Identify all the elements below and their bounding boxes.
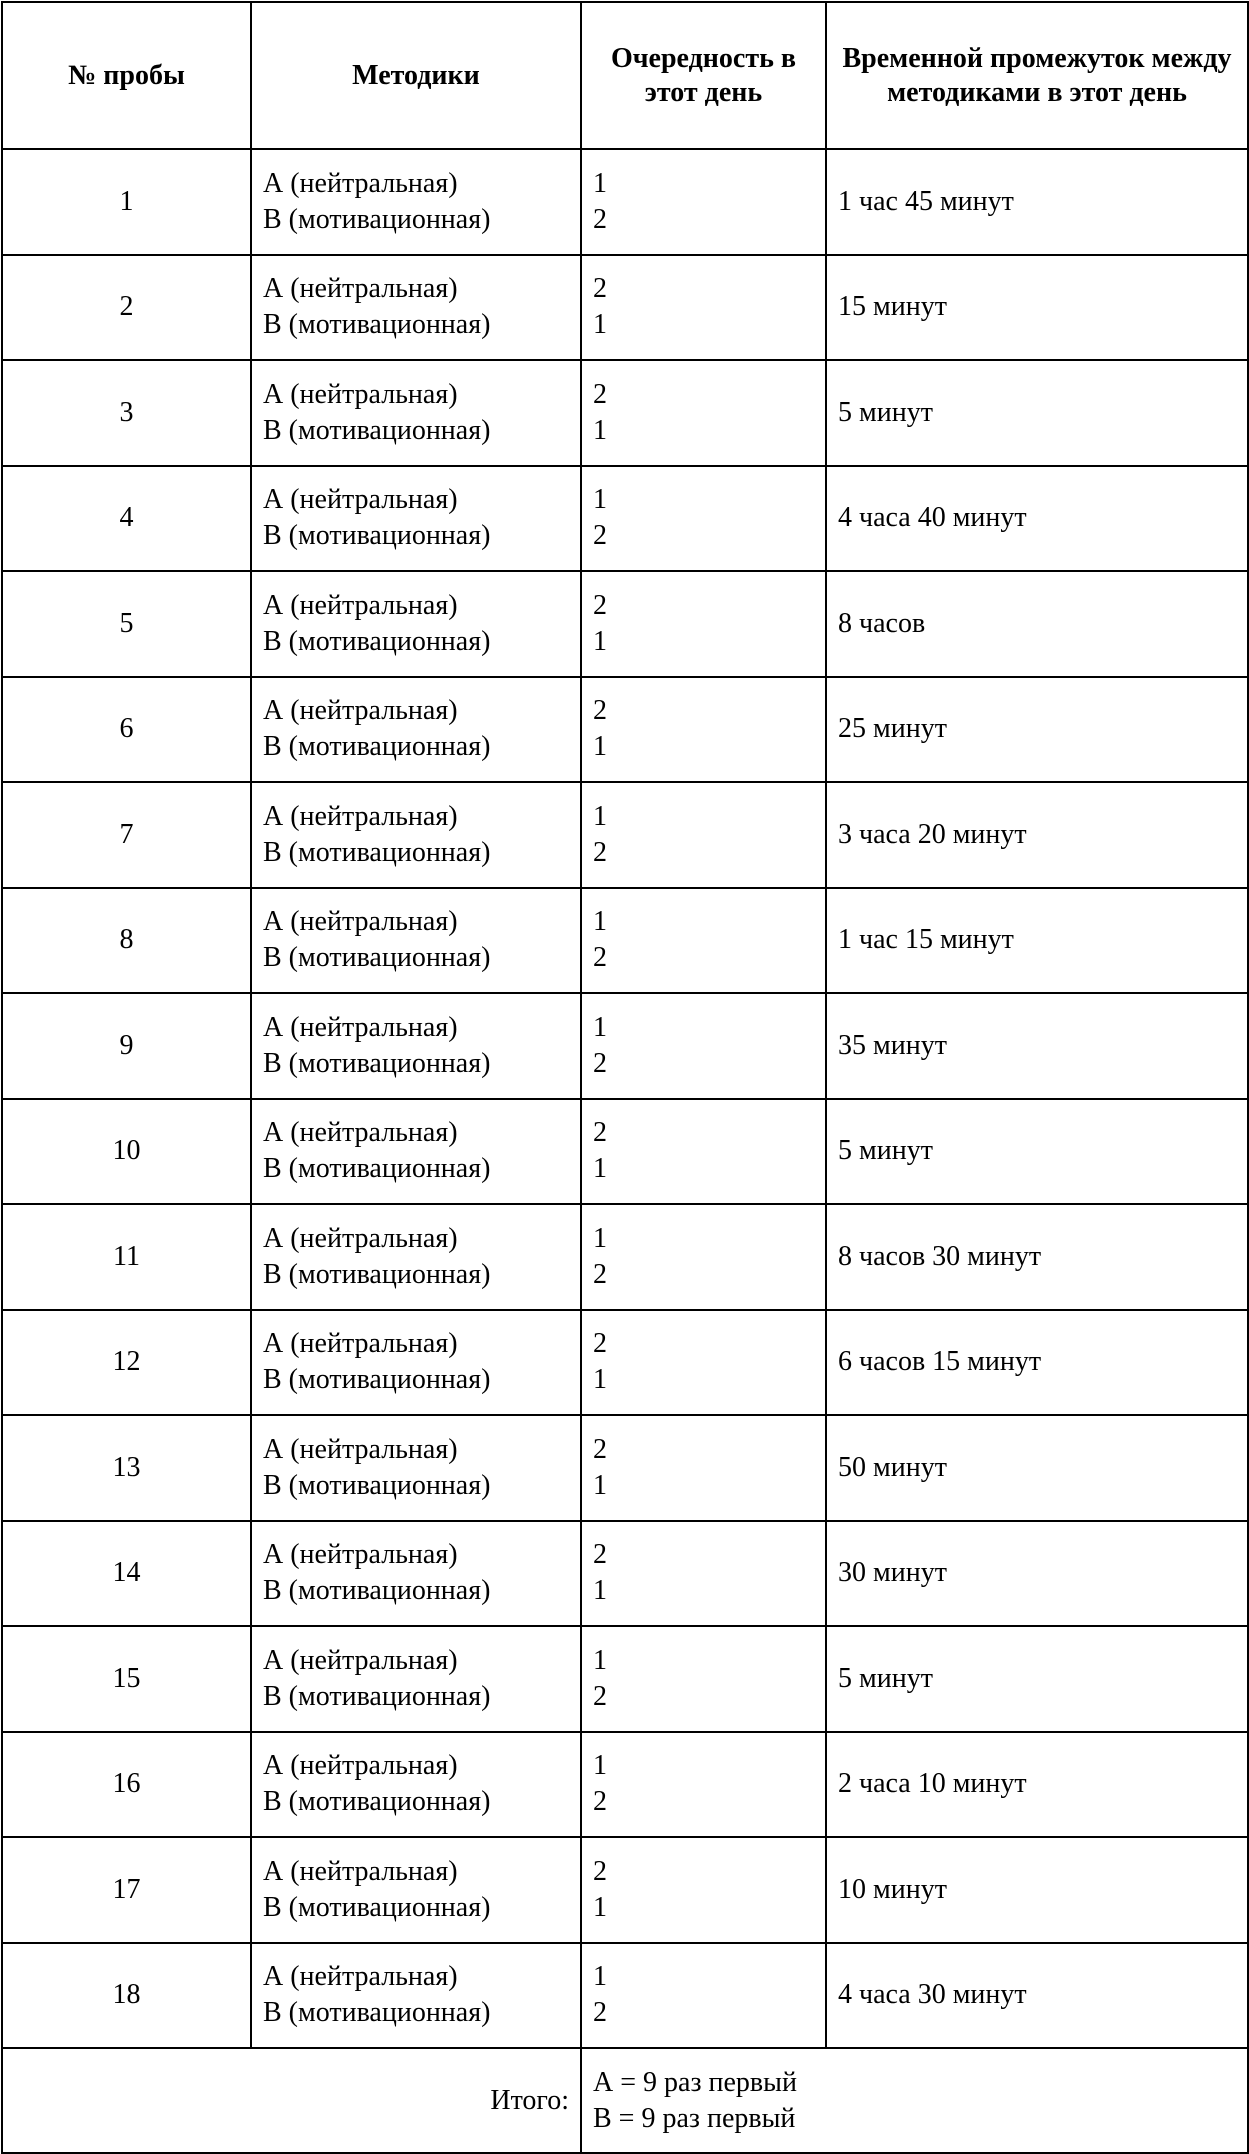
order-cell — [581, 255, 826, 361]
methods-cell — [251, 149, 581, 255]
method-b-label: В (мотивационная) — [263, 1469, 491, 1501]
header-order: Очередность в этот день — [581, 2, 826, 149]
order-b-value: 2 — [593, 1786, 607, 1818]
order-a-value: 2 — [593, 1433, 607, 1465]
order-b-value: 2 — [593, 1680, 607, 1712]
interval-cell: 15 минут — [826, 255, 1248, 361]
order-a-value: 2 — [593, 589, 607, 621]
methods-cell — [251, 1837, 581, 1943]
order-cell — [581, 149, 826, 255]
method-a-label: А (нейтральная) — [263, 1855, 458, 1887]
method-b-label: В (мотивационная) — [263, 942, 491, 974]
table-row — [2, 1837, 1248, 1943]
method-a-label: А (нейтральная) — [263, 167, 458, 199]
methods-cell — [251, 255, 581, 361]
method-b-label: В (мотивационная) — [263, 1786, 491, 1818]
method-b-label: В (мотивационная) — [263, 1997, 491, 2029]
order-cell — [581, 1310, 826, 1416]
method-a-label: А (нейтральная) — [263, 1433, 458, 1465]
method-b-label: В (мотивационная) — [263, 1680, 491, 1712]
order-b-value: 2 — [593, 1047, 607, 1079]
trial-number-cell: 12 — [2, 1310, 251, 1416]
method-a-label: А (нейтральная) — [263, 1961, 458, 1993]
trial-number-cell: 11 — [2, 1204, 251, 1310]
order-b-value: 1 — [593, 731, 607, 763]
order-a-value: 2 — [593, 378, 607, 410]
order-a-value: 1 — [593, 484, 607, 516]
table-row — [2, 1943, 1248, 2049]
method-a-label: А (нейтральная) — [263, 1539, 458, 1571]
methods-cell — [251, 1732, 581, 1838]
table-row — [2, 360, 1248, 466]
interval-cell: 4 часа 30 минут — [826, 1943, 1248, 2049]
table-row — [2, 1204, 1248, 1310]
trial-number-cell: 8 — [2, 888, 251, 994]
order-a-value: 2 — [593, 1539, 607, 1571]
trial-number-cell: 5 — [2, 571, 251, 677]
methods-cell — [251, 1943, 581, 2049]
header-interval: Временной промежуток между методиками в этот день — [826, 2, 1248, 149]
table-row — [2, 1626, 1248, 1732]
methods-cell — [251, 571, 581, 677]
methods-cell — [251, 1415, 581, 1521]
order-a-value: 1 — [593, 1961, 607, 1993]
order-cell — [581, 888, 826, 994]
order-a-value: 2 — [593, 1328, 607, 1360]
order-cell — [581, 571, 826, 677]
order-cell — [581, 1204, 826, 1310]
order-b-value: 1 — [593, 1469, 607, 1501]
method-a-label: А (нейтральная) — [263, 378, 458, 410]
table-row — [2, 466, 1248, 572]
order-a-value: 1 — [593, 1011, 607, 1043]
trial-number-cell: 9 — [2, 993, 251, 1099]
table-row — [2, 1521, 1248, 1627]
trial-number-cell: 17 — [2, 1837, 251, 1943]
header-trial-number: № пробы — [2, 2, 251, 149]
method-a-label: А (нейтральная) — [263, 1117, 458, 1149]
order-a-value: 2 — [593, 695, 607, 727]
order-b-value: 1 — [593, 309, 607, 341]
interval-cell: 25 минут — [826, 677, 1248, 783]
order-a-value: 2 — [593, 273, 607, 305]
order-cell — [581, 360, 826, 466]
method-b-label: В (мотивационная) — [263, 731, 491, 763]
interval-cell: 2 часа 10 минут — [826, 1732, 1248, 1838]
trial-number-cell: 14 — [2, 1521, 251, 1627]
interval-cell: 8 часов 30 минут — [826, 1204, 1248, 1310]
order-b-value: 2 — [593, 520, 607, 552]
method-a-label: А (нейтральная) — [263, 484, 458, 516]
method-a-label: А (нейтральная) — [263, 1222, 458, 1254]
method-b-label: В (мотивационная) — [263, 1153, 491, 1185]
table-row — [2, 782, 1248, 888]
methods-cell — [251, 466, 581, 572]
table-row — [2, 677, 1248, 783]
order-b-value: 1 — [593, 1364, 607, 1396]
method-a-label: А (нейтральная) — [263, 1011, 458, 1043]
interval-cell: 10 минут — [826, 1837, 1248, 1943]
interval-cell: 8 часов — [826, 571, 1248, 677]
order-cell — [581, 993, 826, 1099]
method-b-label: В (мотивационная) — [263, 1047, 491, 1079]
table-row — [2, 1099, 1248, 1205]
methods-cell — [251, 782, 581, 888]
order-a-value: 2 — [593, 1855, 607, 1887]
total-line-a: А = 9 раз первый — [593, 2066, 797, 2098]
method-b-label: В (мотивационная) — [263, 625, 491, 657]
total-row — [2, 2048, 1248, 2153]
method-b-label: В (мотивационная) — [263, 309, 491, 341]
trial-number-cell: 13 — [2, 1415, 251, 1521]
total-label: Итого: — [2, 2048, 581, 2153]
table-row — [2, 571, 1248, 677]
method-a-label: А (нейтральная) — [263, 1644, 458, 1676]
order-b-value: 2 — [593, 203, 607, 235]
order-a-value: 1 — [593, 167, 607, 199]
methods-cell — [251, 1521, 581, 1627]
header-methods: Методики — [251, 2, 581, 149]
table-row — [2, 255, 1248, 361]
trial-number-cell: 10 — [2, 1099, 251, 1205]
table-row — [2, 1415, 1248, 1521]
table-row — [2, 149, 1248, 255]
interval-cell: 30 минут — [826, 1521, 1248, 1627]
methods-cell — [251, 993, 581, 1099]
method-b-label: В (мотивационная) — [263, 836, 491, 868]
order-cell — [581, 1415, 826, 1521]
method-b-label: В (мотивационная) — [263, 414, 491, 446]
trial-number-cell: 2 — [2, 255, 251, 361]
order-cell — [581, 1732, 826, 1838]
interval-cell: 5 минут — [826, 1626, 1248, 1732]
interval-cell: 3 часа 20 минут — [826, 782, 1248, 888]
order-b-value: 1 — [593, 1575, 607, 1607]
table-row — [2, 888, 1248, 994]
total-line-b: В = 9 раз первый — [593, 2102, 796, 2134]
table-row — [2, 1732, 1248, 1838]
method-a-label: А (нейтральная) — [263, 589, 458, 621]
interval-cell: 5 минут — [826, 1099, 1248, 1205]
order-a-value: 1 — [593, 1750, 607, 1782]
methods-cell — [251, 1626, 581, 1732]
order-b-value: 1 — [593, 625, 607, 657]
order-cell — [581, 1099, 826, 1205]
total-cell — [581, 2048, 1248, 2153]
method-b-label: В (мотивационная) — [263, 1575, 491, 1607]
method-a-label: А (нейтральная) — [263, 906, 458, 938]
order-b-value: 1 — [593, 414, 607, 446]
order-cell — [581, 1837, 826, 1943]
order-a-value: 1 — [593, 1644, 607, 1676]
interval-cell: 5 минут — [826, 360, 1248, 466]
order-a-value: 1 — [593, 800, 607, 832]
interval-cell: 6 часов 15 минут — [826, 1310, 1248, 1416]
order-a-value: 2 — [593, 1117, 607, 1149]
interval-cell: 4 часа 40 минут — [826, 466, 1248, 572]
table-body — [2, 149, 1248, 2153]
method-a-label: А (нейтральная) — [263, 695, 458, 727]
interval-cell: 1 час 45 минут — [826, 149, 1248, 255]
order-cell — [581, 677, 826, 783]
order-b-value: 2 — [593, 1997, 607, 2029]
trial-number-cell: 15 — [2, 1626, 251, 1732]
header-row — [2, 2, 1248, 149]
order-cell — [581, 782, 826, 888]
order-a-value: 1 — [593, 906, 607, 938]
interval-cell: 50 минут — [826, 1415, 1248, 1521]
order-b-value: 2 — [593, 1258, 607, 1290]
trial-number-cell: 16 — [2, 1732, 251, 1838]
trial-number-cell: 4 — [2, 466, 251, 572]
trial-number-cell: 7 — [2, 782, 251, 888]
methods-cell — [251, 1310, 581, 1416]
order-b-value: 2 — [593, 836, 607, 868]
order-cell — [581, 1943, 826, 2049]
trials-table — [1, 1, 1249, 2154]
table-row — [2, 993, 1248, 1099]
methods-cell — [251, 1099, 581, 1205]
order-cell — [581, 1521, 826, 1627]
method-a-label: А (нейтральная) — [263, 1750, 458, 1782]
trial-number-cell: 18 — [2, 1943, 251, 2049]
table-row — [2, 1310, 1248, 1416]
methods-cell — [251, 888, 581, 994]
method-a-label: А (нейтральная) — [263, 800, 458, 832]
order-b-value: 1 — [593, 1153, 607, 1185]
method-b-label: В (мотивационная) — [263, 1891, 491, 1923]
methods-cell — [251, 677, 581, 783]
method-b-label: В (мотивационная) — [263, 203, 491, 235]
trial-number-cell: 3 — [2, 360, 251, 466]
trial-number-cell: 6 — [2, 677, 251, 783]
order-a-value: 1 — [593, 1222, 607, 1254]
order-cell — [581, 466, 826, 572]
method-b-label: В (мотивационная) — [263, 520, 491, 552]
order-b-value: 2 — [593, 942, 607, 974]
method-a-label: А (нейтральная) — [263, 1328, 458, 1360]
method-b-label: В (мотивационная) — [263, 1364, 491, 1396]
method-a-label: А (нейтральная) — [263, 273, 458, 305]
trial-number-cell: 1 — [2, 149, 251, 255]
interval-cell: 1 час 15 минут — [826, 888, 1248, 994]
interval-cell: 35 минут — [826, 993, 1248, 1099]
methods-cell — [251, 360, 581, 466]
methods-cell — [251, 1204, 581, 1310]
order-b-value: 1 — [593, 1891, 607, 1923]
method-b-label: В (мотивационная) — [263, 1258, 491, 1290]
order-cell — [581, 1626, 826, 1732]
